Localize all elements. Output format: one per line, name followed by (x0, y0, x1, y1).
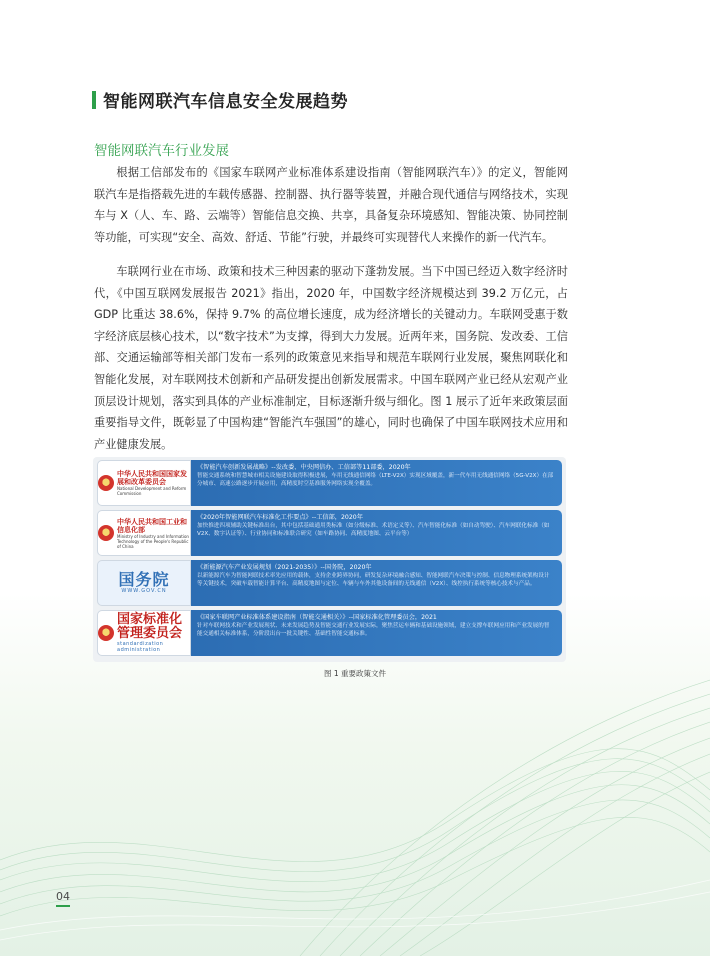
policy-title: 《智能汽车创新发展战略》--发改委、中央网信办、工信部等11部委，2020年 (197, 464, 411, 471)
policy-text-box (191, 510, 562, 556)
policy-text-box (191, 460, 562, 506)
sac-logo (97, 610, 191, 656)
national-emblem-icon (98, 625, 114, 641)
section-subtitle: 智能网联汽车行业发展 (94, 143, 229, 159)
national-emblem-icon (98, 525, 114, 541)
state-council-logo (97, 560, 191, 606)
figure-caption: 图 1 重要政策文件 (323, 669, 387, 678)
policy-title: 《国家车联网产业标准体系建设指南（智能交通相关）》--国家标准化管理委员会，2021 (197, 614, 437, 621)
logo-text: 中华人民共和国工业和信息化部 (117, 517, 187, 534)
policy-item-miit (97, 510, 562, 556)
miit-logo (97, 510, 191, 556)
logo-subtext: standardization administration (117, 641, 164, 653)
policy-item-state-council (97, 560, 562, 606)
policy-description: 针对车联网技术和产业发展现状、未来发展趋势及智能交通行业发展实际，聚焦营运车辆和基础设施领域，建立支撑车联网应用和产业发展的智能交通相关标准体系，分阶段出台一批关键性、基础性智能交通标准。 (197, 623, 550, 638)
logo-text: 中华人民共和国国家发展和改革委员会 (117, 470, 187, 486)
policy-text-box (191, 560, 562, 606)
logo-text: 国家标准化管理委员会 (117, 612, 183, 641)
policy-figure (93, 457, 566, 662)
ndrc-logo (97, 460, 191, 506)
logo-subtext: National Development and Reform Commission (117, 486, 187, 496)
policy-description: 加快推进四项辅助关键标准出台，其中包括基础通用类标准（如分级标准、术语定义等）、汽车智能化标准（如自动驾驶）、汽车网联化标准（如V2X、数字认证等）、行业协同和标准联合研究（如车路协同、高精度地图、云平台等） (197, 523, 550, 538)
policy-text-box (191, 610, 562, 656)
policy-description: 以新能源汽车为智能网联技术率先应用的载体，支持企业跨界协同，研发复杂环境融合感知、智能网联汽车决策与控制、信息物理系统架构设计等关键技术，突破车载智能计算平台、高精度地图与定位、车辆与车外其他设备间的无线通信（V2X）、线控执行系统等核心技术与产品。 (197, 573, 550, 588)
page-title: 智能网联汽车信息安全发展趋势 (103, 92, 348, 112)
policy-title: 《2020年智能网联汽车标准化工作要点》--工信部，2020年 (197, 514, 363, 521)
policy-description: 智能交通系统和智慧城市相关设施建设取得积极进展，车用无线通信网络（LTE-V2X）实现区域覆盖，新一代车用无线通信网络（5G-V2X）在部分城市、高速公路逐步开展应用，高精度时空基准服务网络实现全覆盖。 (197, 473, 554, 488)
policy-title: 《新能源汽车产业发展规划（2021-2035）》--国务院，2020年 (197, 564, 372, 571)
logo-subtext: Ministry of Industry and Information Technology of the People's Republic of China (117, 533, 189, 549)
page-number-underline (56, 905, 70, 907)
body-paragraph-2: 车联网行业在市场、政策和技术三种因素的驱动下蓬勃发展。当下中国已经迈入数字经济时代，《中国互联网发展报告 2021》指出，2020 年，中国数字经济规模达到 39.2 万亿元，占 GDP 比重达 38.6%，保持 9.7% 的高位增长速度，成为经济增长的关键动力。车联网受惠于数字经济底层核心技术，以“数字技术”为支撑，得到大力发展。近两年来，国务院、发改委、工信部、交通运输部等相关部门发布一系列的政策意见来指导和规范车联网行业发展，聚焦网联化和智能化发展，对车联网技术创新和产品研发提出创新发展需求。中国车联网产业已经从宏观产业顶层设计规划，落实到具体的产业标准制定，目标逐渐升级与细化。图 1 展示了近年来政策层面重要指导文件，既彰显了中国构建“智能汽车强国”的雄心，同时也确保了中国车联网技术应用和产业健康发展。 (94, 265, 568, 451)
national-emblem-icon (98, 475, 114, 491)
page-number: 04 (56, 890, 70, 903)
policy-item-ndrc (97, 460, 562, 506)
logo-subtext: WWW.GOV.CN (121, 588, 167, 594)
body-paragraph-1: 根据工信部发布的《国家车联网产业标准体系建设指南（智能网联汽车）》的定义，智能网联汽车是指搭载先进的车载传感器、控制器、执行器等装置，并融合现代通信与网络技术，实现车与 X（人、车、路、云端等）智能信息交换、共享，具备复杂环境感知、智能决策、协同控制等功能，可实现“安全、高效、舒适、节能”行驶，并最终可实现替代人来操作的新一代汽车。 (94, 166, 568, 244)
title-accent-bar (92, 91, 96, 109)
logo-text: 国务院 (118, 570, 170, 589)
policy-item-sac (97, 610, 562, 656)
